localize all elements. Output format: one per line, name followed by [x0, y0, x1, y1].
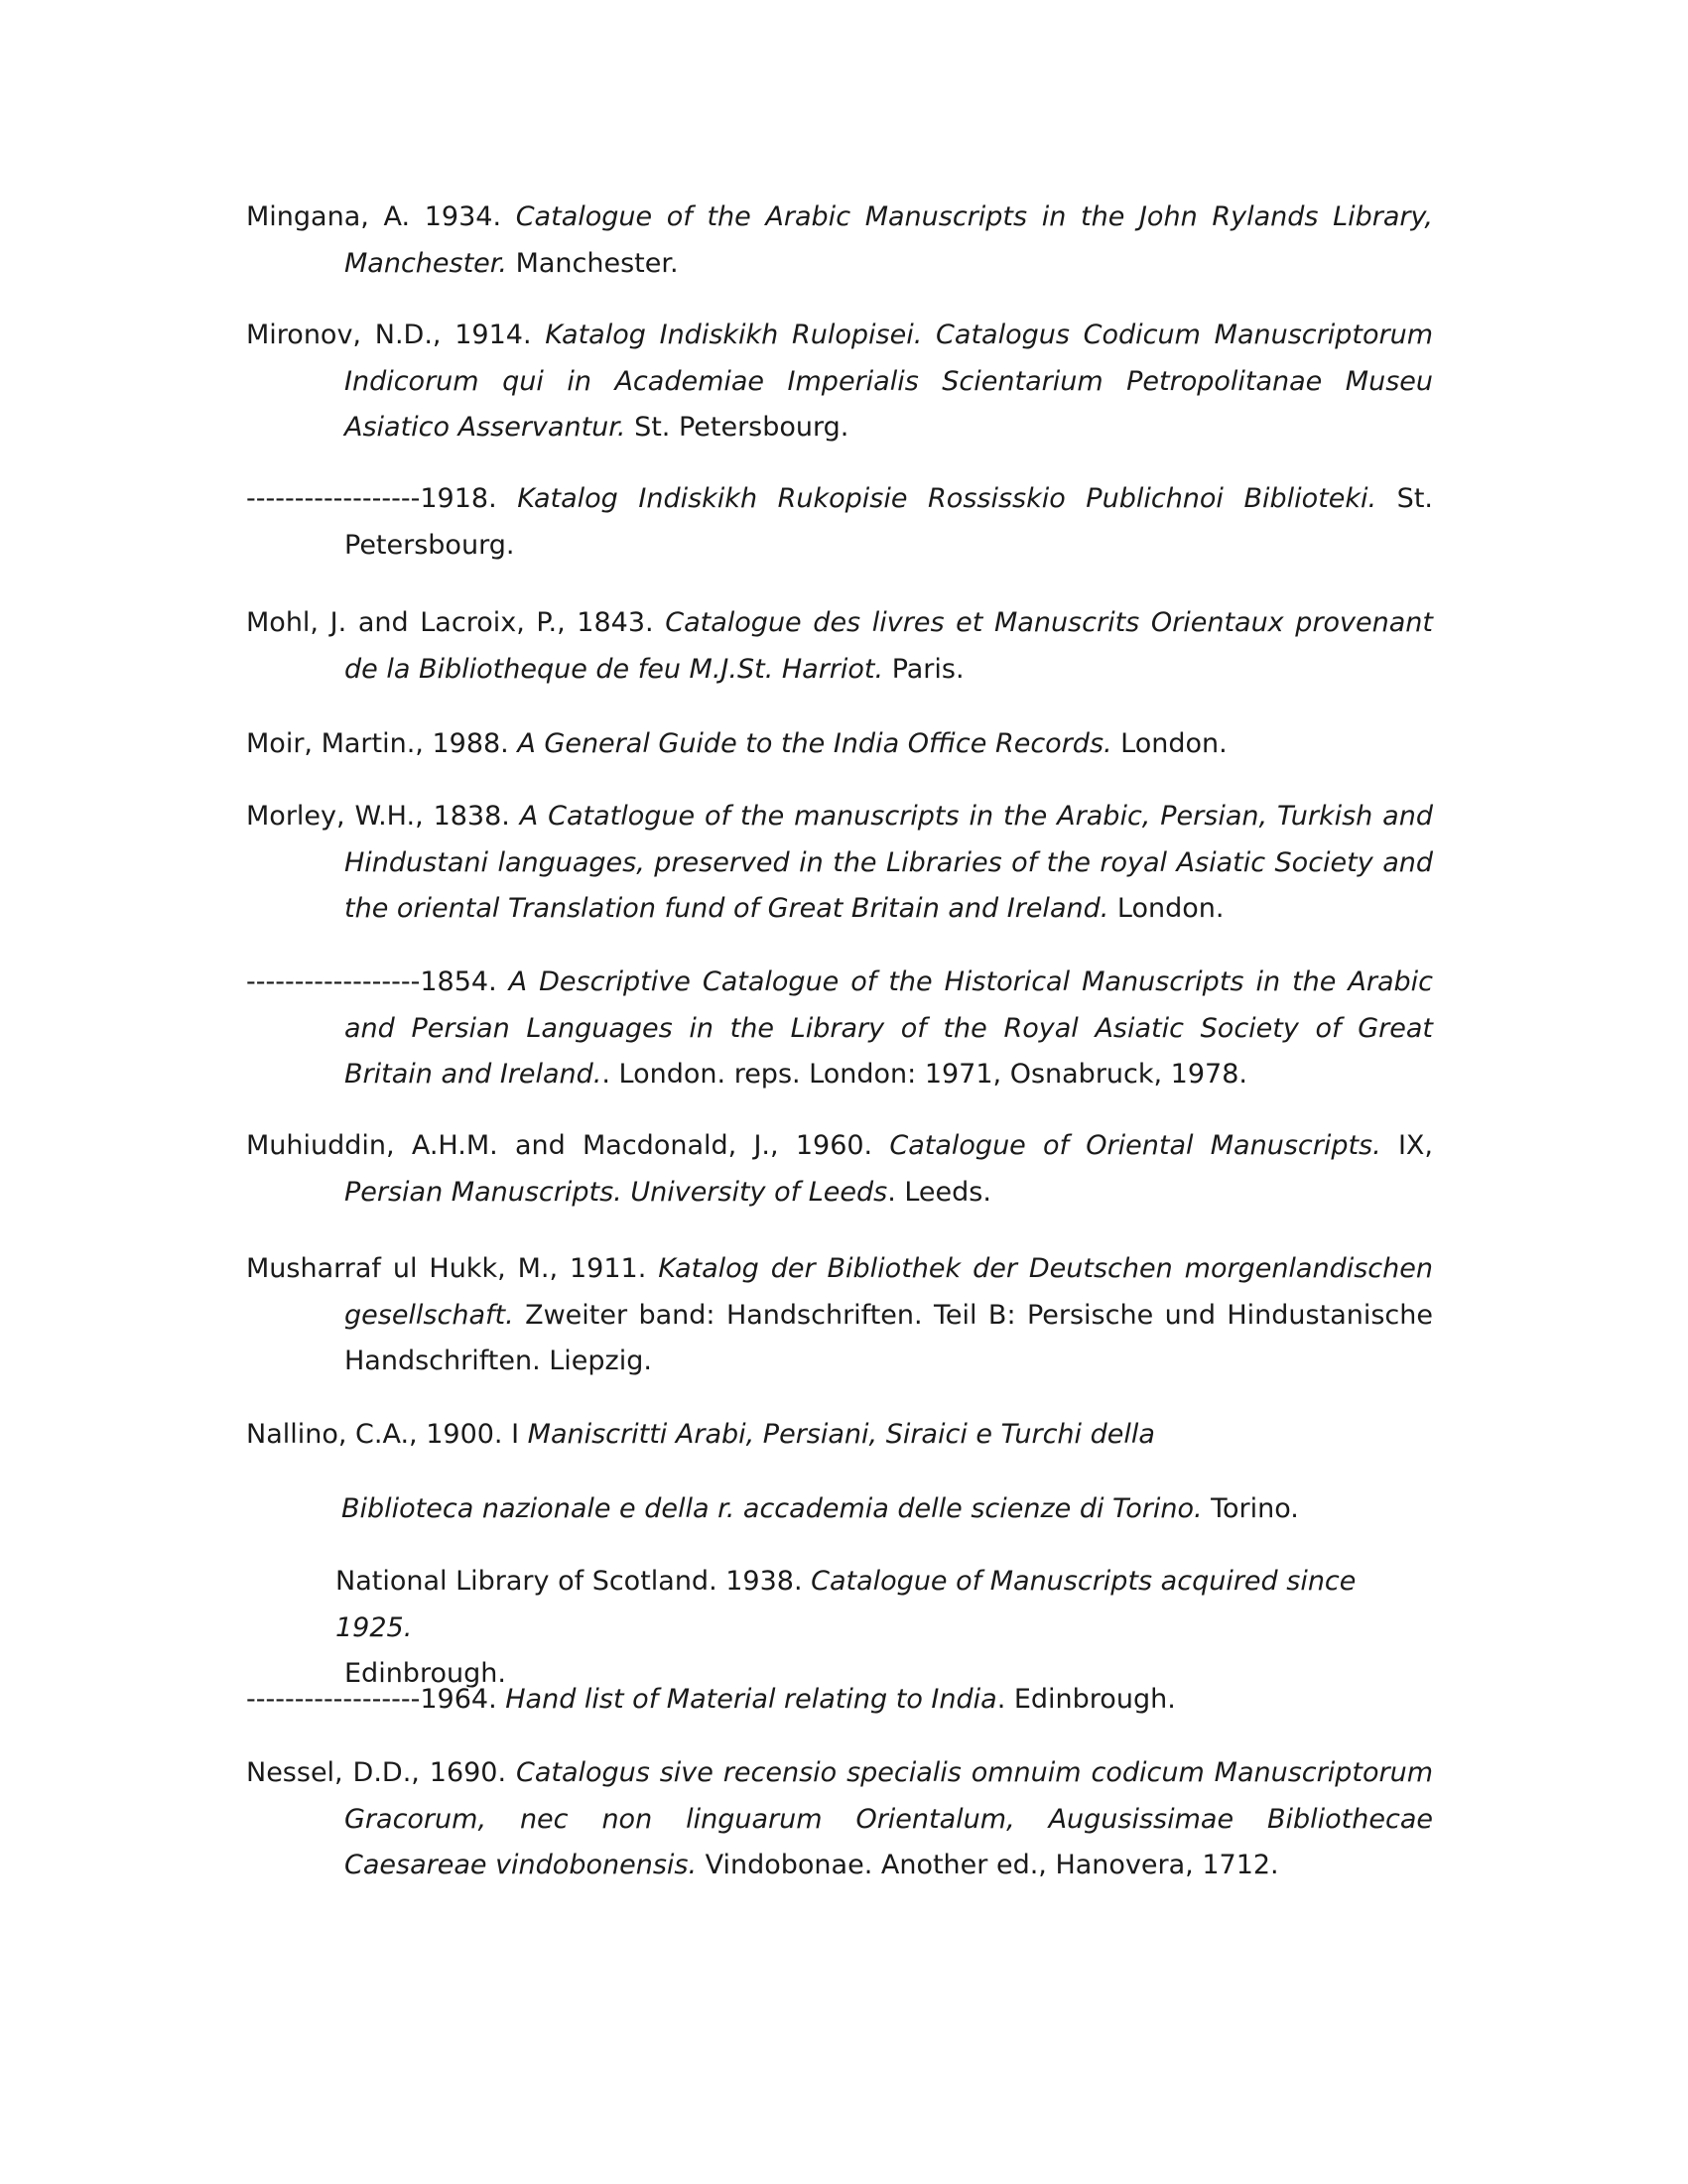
entry-title: Catalogue of the Arabic Manuscripts in the John Rylands Library, Manchester. [344, 201, 1433, 279]
entry-publisher: . London. reps. London: 1971, Osnabruck, 1978. [601, 1059, 1247, 1090]
bibliography-entry-morley [246, 794, 1433, 933]
entry-author-date: ------------------1854. [246, 966, 509, 997]
bibliography-entry-mironov [246, 313, 1433, 451]
bibliography-entry-nallino-continuation [341, 1486, 1433, 1533]
entry-author-date: Muhiuddin, A.H.M. and Macdonald, J., 1960. [246, 1130, 890, 1161]
entry-author-date: Nessel, D.D., 1690. [246, 1757, 516, 1788]
entry-publisher: Torino. [1202, 1493, 1299, 1524]
entry-publisher: London. [1108, 893, 1225, 924]
entry-publisher: Edinbrough. [344, 1658, 506, 1689]
bibliography-entry-musharraf [246, 1246, 1433, 1385]
entry-publisher: Paris. [883, 653, 965, 685]
entry-volume: IX, [1380, 1130, 1433, 1161]
entry-publisher: St. Petersbourg. [344, 483, 1433, 561]
entry-title: Catalogue of Manuscripts acquired since 1925. [335, 1566, 1357, 1643]
entry-title: Katalog Indiskikh Rulopisei. Catalogus Codicum Manuscriptorum Indicorum qui in Academiae Imperialis Scientarium Petropolitanae Museu Asiatico Asservantur. [344, 320, 1434, 443]
entry-title: A Catatlogue of the manuscripts in the Arabic, Persian, Turkish and Hindustani languages, preserved in the Libraries of the royal Asiatic Society and the oriental Translation fund of Great Britain and Ireland. [344, 801, 1433, 924]
bibliography-entry-moir [246, 721, 1433, 768]
entry-publisher: . Leeds. [887, 1176, 991, 1208]
bibliography-entry-mingana [246, 194, 1433, 287]
entry-publisher: Manchester. [507, 247, 679, 279]
bibliography-entry-morley-1854 [246, 960, 1433, 1098]
bibliography-entry-nessel [246, 1750, 1433, 1889]
entry-title: Katalog der Bibliothek der Deutschen morgenlandischen gesellschaft. [344, 1253, 1433, 1331]
entry-publisher: Vindobonae. Another ed., Hanovera, 1712. [697, 1850, 1279, 1880]
entry-publisher: Zweiter band: Handschriften. Teil B: Persische und Hindustanische Handschriften. Liepzig. [344, 1299, 1433, 1376]
entry-publisher: St. Petersbourg. [625, 412, 849, 443]
entry-author-date: Mingana, A. 1934. [246, 201, 516, 232]
bibliography-entry-nallino [246, 1412, 1433, 1459]
entry-title: Maniscritti Arabi, Persiani, Siraici e Turchi della [527, 1419, 1155, 1450]
entry-author-date: Morley, W.H., 1838. [246, 801, 520, 832]
bibliography-entry-muhiuddin [246, 1123, 1433, 1216]
entry-author-date: Mohl, J. and Lacroix, P., 1843. [246, 607, 666, 638]
entry-title: Catalogue of Oriental Manuscripts. [889, 1130, 1381, 1161]
bibliography-entry-mironov-1918 [246, 476, 1433, 569]
entry-title: Catalogue des livres et Manuscrits Orientaux provenant de la Bibliotheque de feu M.J.St. Harriot. [344, 607, 1434, 685]
entry-author-date: Moir, Martin., 1988. [246, 728, 518, 759]
entry-author-date: ------------------1918. [246, 483, 518, 514]
entry-title: Katalog Indiskikh Rukopisie Rossisskio Publichnoi Biblioteki. [517, 483, 1377, 514]
entry-author-date: Nallino, C.A., 1900. I [246, 1419, 528, 1450]
entry-title: Catalogus sive recensio specialis omnuim codicum Manuscriptorum Gracorum, nec non linguarum Orientalum, Augusissimae Bibliothecae Caesareae vindobonensis. [344, 1757, 1433, 1880]
entry-publisher: . Edinbrough. [996, 1684, 1176, 1715]
entry-publisher: London. [1111, 728, 1228, 759]
bibliography-entry-nls-1964 [246, 1677, 1433, 1724]
entry-title: A Descriptive Catalogue of the Historical Manuscripts in the Arabic and Persian Languages in the Library of the Royal Asiatic Society of Great Britain and Ireland. [344, 966, 1433, 1090]
entry-title: Hand list of Material relating to India [505, 1684, 997, 1715]
entry-title: Biblioteca nazionale e della r. accademia delle scienze di Torino. [341, 1493, 1203, 1524]
entry-author-date: Mironov, N.D., 1914. [246, 320, 546, 350]
entry-author-date: Musharraf ul Hukk, M., 1911. [246, 1253, 659, 1284]
bibliography-entry-mohl [246, 600, 1433, 693]
entry-title: A General Guide to the India Office Records. [517, 728, 1112, 759]
entry-author-date: ------------------1964. [246, 1684, 506, 1715]
entry-subtitle: Persian Manuscripts. University of Leeds [344, 1176, 888, 1208]
entry-author-date: National Library of Scotland. 1938. [335, 1566, 812, 1597]
